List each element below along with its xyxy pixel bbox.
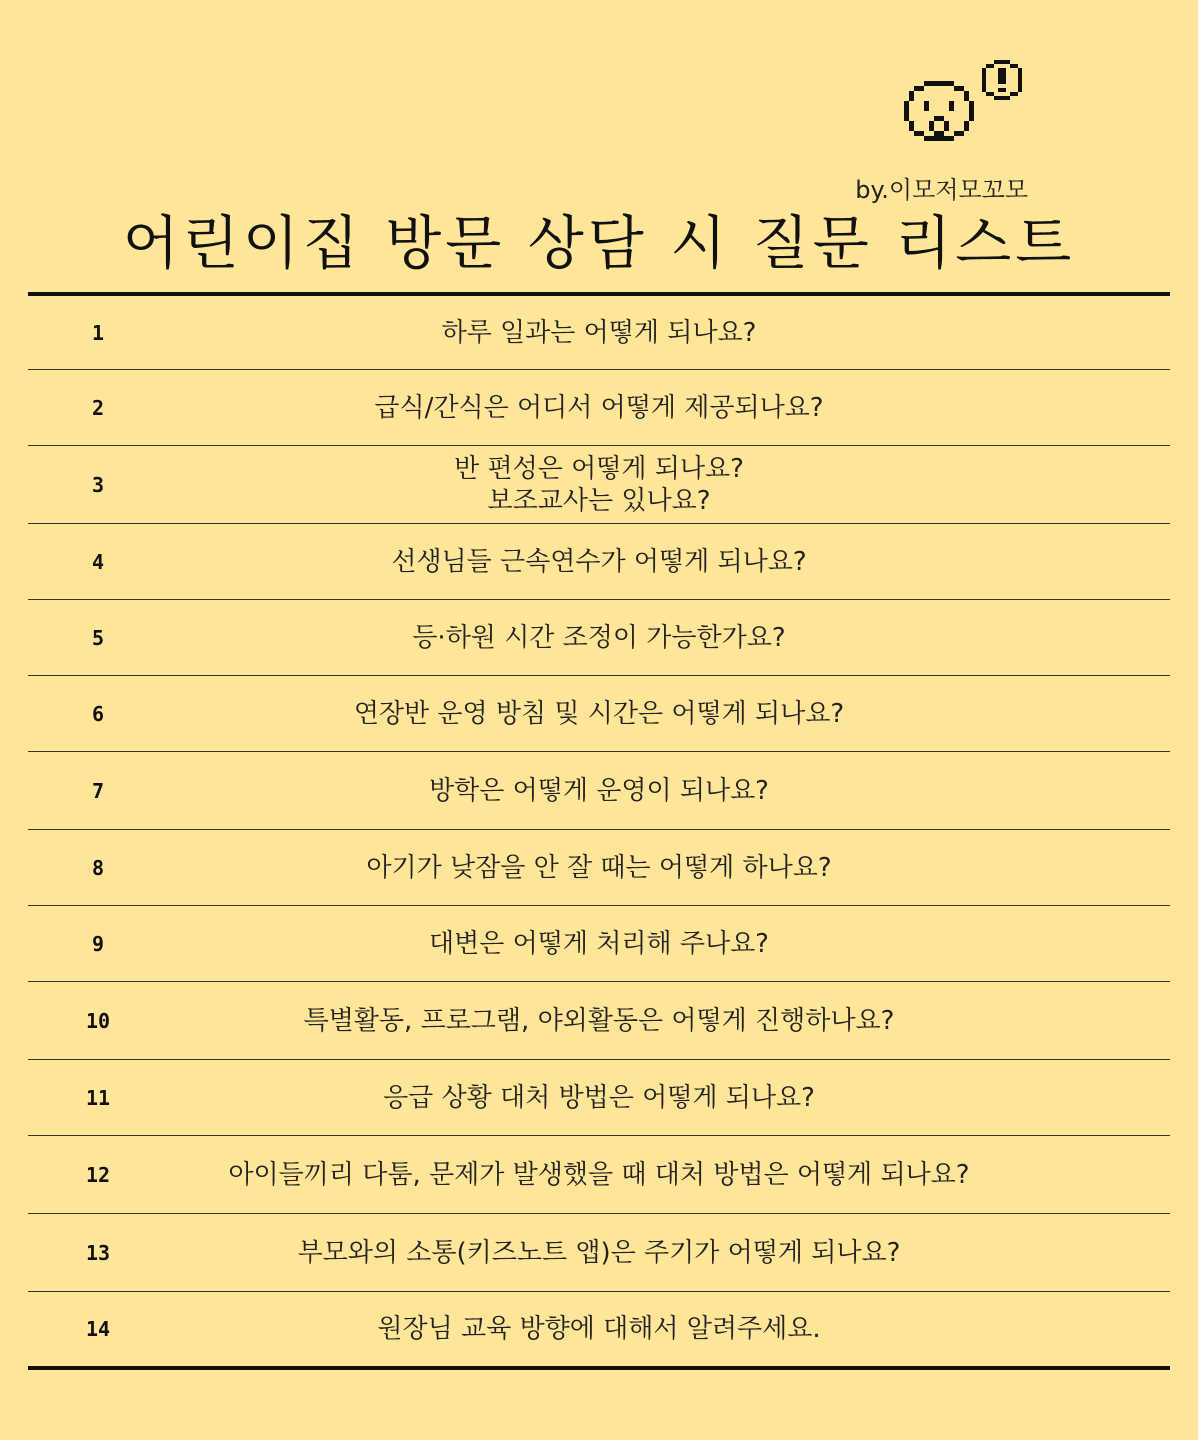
table-row	[28, 830, 1170, 906]
question-text: 원장님 교육 방향에 대해서 알려주세요.	[377, 1314, 821, 1344]
question-number: 10	[85, 1008, 111, 1033]
question-number: 8	[91, 855, 105, 880]
question-text: 방학은 어떻게 운영이 되나요?	[429, 775, 769, 806]
question-text: 응급 상황 대처 방법은 어떻게 되나요?	[383, 1082, 815, 1113]
question-number: 7	[91, 778, 105, 803]
question-number: 9	[91, 931, 105, 956]
author-credit: by.이모저모꼬모	[855, 176, 1028, 204]
table-row	[28, 1136, 1170, 1214]
question-text: 연장반 운영 방침 및 시간은 어떻게 되나요?	[353, 698, 845, 729]
question-text: 대변은 어떻게 처리해 주나요?	[429, 928, 769, 959]
question-number: 6	[91, 701, 105, 726]
question-text: 반 편성은 어떻게 되나요? 보조교사는 있나요?	[454, 453, 744, 516]
question-table	[28, 292, 1170, 1370]
table-row	[28, 1214, 1170, 1292]
surprised-face-icon	[904, 80, 974, 142]
table-row	[28, 370, 1170, 446]
table-row	[28, 600, 1170, 676]
question-text: 아이들끼리 다툼, 문제가 발생했을 때 대처 방법은 어떻게 되나요?	[228, 1159, 970, 1190]
page-title: 어린이집 방문 상담 시 질문 리스트	[122, 209, 1076, 277]
question-text: 급식/간식은 어디서 어떻게 제공되나요?	[374, 392, 824, 423]
question-text: 부모와의 소통(키즈노트 앱)은 주기가 어떻게 되나요?	[297, 1237, 901, 1268]
question-number: 12	[85, 1162, 111, 1187]
question-text: 등·하원 시간 조정이 가능한가요?	[412, 622, 786, 653]
table-row	[28, 752, 1170, 830]
question-number: 4	[91, 549, 105, 574]
question-number: 1	[91, 320, 105, 345]
table-row	[28, 1292, 1170, 1366]
table-row	[28, 1060, 1170, 1136]
question-text: 아기가 낮잠을 안 잘 때는 어떻게 하나요?	[366, 852, 832, 883]
table-row	[28, 982, 1170, 1060]
question-text: 특별활동, 프로그램, 야외활동은 어떻게 진행하나요?	[303, 1005, 895, 1036]
question-number: 14	[85, 1317, 111, 1341]
table-row	[28, 296, 1170, 370]
table-row	[28, 906, 1170, 982]
table-row	[28, 446, 1170, 524]
table-row	[28, 524, 1170, 600]
question-number: 5	[91, 625, 105, 650]
question-text: 하루 일과는 어떻게 되나요?	[441, 317, 757, 348]
question-number: 2	[91, 395, 105, 420]
exclamation-icon	[982, 60, 1022, 100]
table-row	[28, 676, 1170, 752]
question-number: 3	[91, 472, 105, 497]
question-number: 13	[85, 1240, 111, 1265]
question-number: 11	[85, 1085, 111, 1110]
question-text: 선생님들 근속연수가 어떻게 되나요?	[391, 546, 807, 577]
